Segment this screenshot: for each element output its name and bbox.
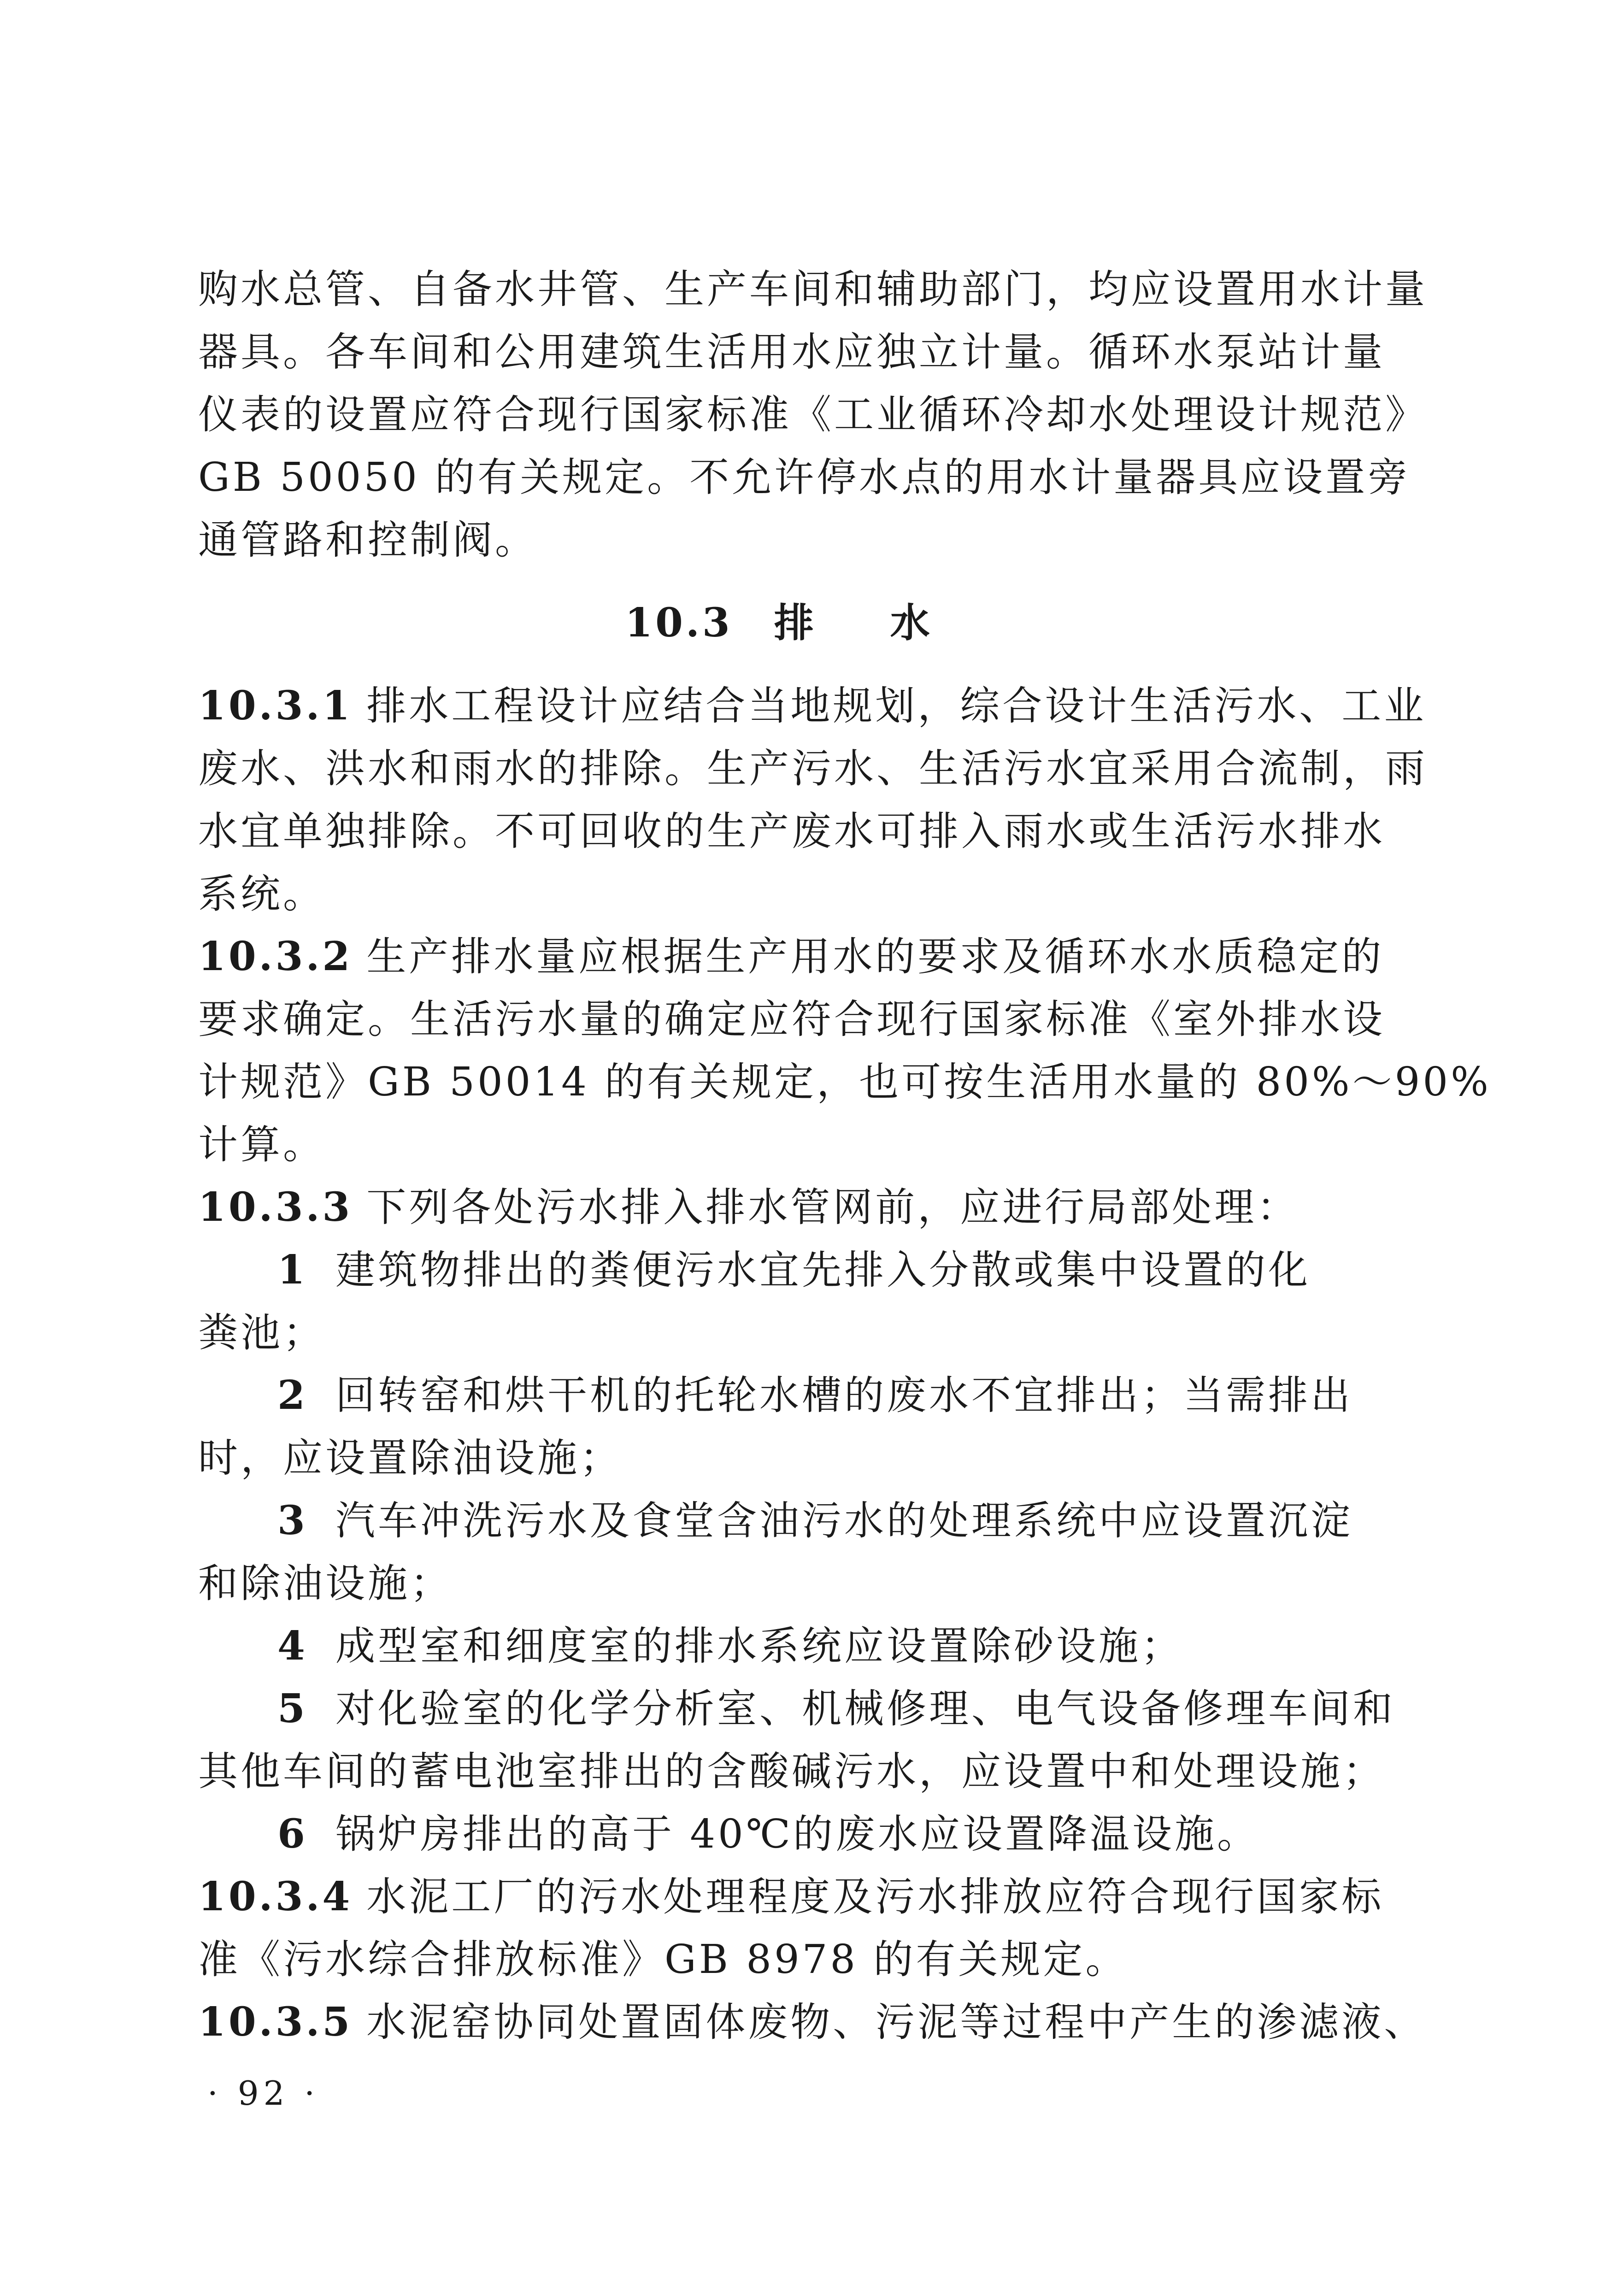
clause-text: 废水、洪水和雨水的排除。生产污水、生活污水宜采用合流制，雨 [198,746,1428,792]
item-text: 回转窑和烘干机的托轮水槽的废水不宜排出；当需排出 [335,1372,1353,1419]
item-number: 6 [277,1811,308,1857]
page-body [198,258,1491,2054]
clause-number: 10.3.2 [198,933,353,980]
intro-line: 仪表的设置应符合现行国家标准《工业循环冷却水处理设计规范》 [198,392,1428,438]
list-item [198,1364,1359,1489]
clause-text: 计算。 [198,1122,325,1168]
list-item [198,1615,1359,1678]
clause-10-3-2 [198,925,1491,1176]
list-item [198,1678,1395,1803]
intro-paragraph [198,258,1428,571]
clause-text: 要求确定。生活污水量的确定应符合现行国家标准《室外排水设 [198,996,1385,1042]
list-item [198,1489,1359,1615]
list-item [198,1239,1359,1364]
clause-number: 10.3.3 [198,1184,353,1230]
clause-text: 计规范》GB 50014 的有关规定，也可按生活用水量的 80%～90% [198,1059,1491,1105]
intro-line: GB 50050 的有关规定。不允许停水点的用水计量器具应设置旁 [198,454,1411,500]
clause-10-3-1 [198,675,1428,925]
clause-text: 水泥窑协同处置固体废物、污泥等过程中产生的渗滤液、 [366,1999,1427,2045]
section-number: 10.3 [625,600,733,646]
clause-text: 下列各处污水排入排水管网前，应进行局部处理： [366,1184,1300,1230]
item-number: 3 [277,1497,308,1544]
item-text: 其他车间的蓄电池室排出的含酸碱污水，应设置中和处理设施； [198,1748,1385,1795]
clause-text: 系统。 [198,871,325,917]
item-text: 锅炉房排出的高于 40℃的废水应设置降温设施。 [335,1811,1259,1857]
clause-number: 10.3.4 [198,1873,353,1920]
clause-text: 水泥工厂的污水处理程度及污水排放应符合现行国家标 [366,1874,1384,1920]
item-text: 粪池； [198,1310,325,1356]
clause-text: 排水工程设计应结合当地规划，综合设计生活污水、工业 [366,683,1427,729]
section-title-char: 水 [890,600,933,646]
clause-10-3-3 [198,1176,1395,1866]
list-item [198,1803,1359,1866]
item-text: 时，应设置除油设施； [198,1435,622,1481]
item-number: 2 [277,1372,308,1419]
section-heading [198,592,1359,654]
item-number: 4 [277,1623,308,1669]
item-text: 成型室和细度室的排水系统应设置除砂设施； [335,1623,1183,1669]
clause-10-3-5 [198,1991,1427,2054]
intro-line: 购水总管、自备水井管、生产车间和辅助部门，均应设置用水计量 [198,266,1428,312]
clause-number: 10.3.5 [198,1999,353,2045]
page-number: · 92 · [207,2074,320,2113]
clause-number: 10.3.1 [198,683,353,729]
item-text: 汽车冲洗污水及食堂含油污水的处理系统中应设置沉淀 [335,1498,1353,1544]
clause-text: 准《污水综合排放标准》GB 8978 的有关规定。 [198,1937,1128,1983]
clause-text: 水宜单独排除。不可回收的生产废水可排入雨水或生活污水排水 [198,808,1385,854]
section-title-char: 排 [774,600,817,646]
item-text: 和除油设施； [198,1560,453,1607]
item-number: 1 [277,1247,308,1293]
intro-line: 器具。各车间和公用建筑生活用水应独立计量。循环水泵站计量 [198,329,1385,375]
clause-10-3-4 [198,1866,1384,1991]
clause-text: 生产排水量应根据生产用水的要求及循环水水质稳定的 [366,934,1384,980]
item-text: 对化验室的化学分析室、机械修理、电气设备修理车间和 [335,1686,1395,1732]
item-text: 建筑物排出的粪便污水宜先排入分散或集中设置的化 [335,1247,1311,1293]
item-number: 5 [277,1685,308,1732]
intro-line: 通管路和控制阀。 [198,517,537,563]
